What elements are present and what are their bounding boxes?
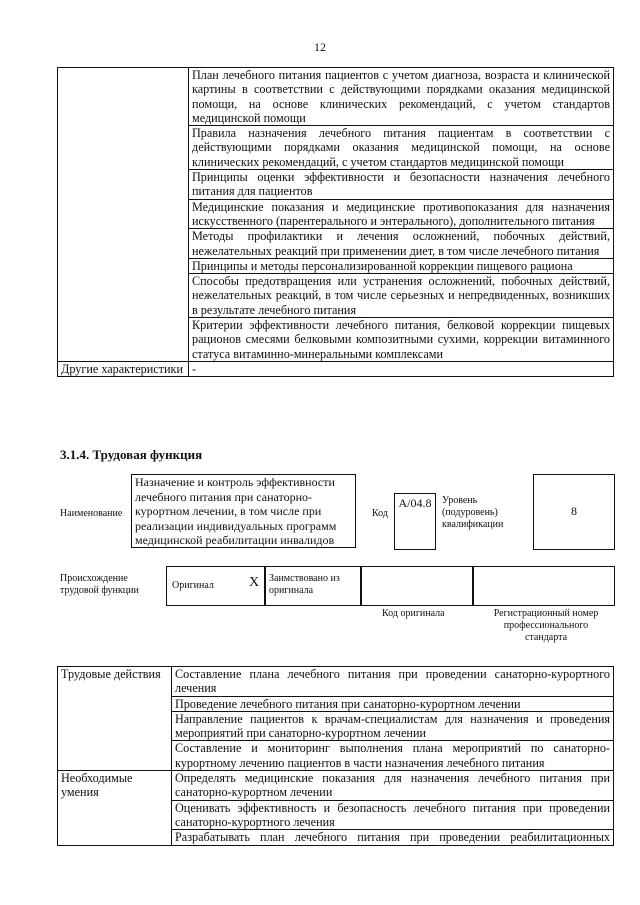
table-cell: Способы предотвращения или устранения осложнений, побочных действий, нежелательных реакций, в том числе серьезных и непредвиденных, возникших в результате лечебного питания	[189, 274, 614, 318]
table-row	[58, 68, 614, 126]
empty-cell	[58, 68, 189, 362]
table-cell: Разрабатывать план лечебного питания при проведении реабилитационных	[172, 830, 614, 845]
borrowed-cell	[264, 566, 362, 606]
knowledge-table	[57, 67, 614, 377]
origin-label: Происхождение трудовой функции	[60, 573, 139, 596]
function-name-box: Назначение и контроль эффективности лечебного питания при санаторно-курортном лечении, в том числе при реализации индивидуальных программ медицинской реабилитации инвалидов	[131, 474, 356, 548]
table-cell: Определять медицинские показания для назначения лечебного питания при санаторно-курортном лечении	[172, 771, 614, 801]
table-row	[58, 361, 614, 376]
function-code-box: A/04.8	[394, 493, 436, 550]
original-mark: X	[249, 575, 260, 590]
labor-function-table	[57, 666, 614, 846]
borrowed-text: Заимствовано из оригинала	[269, 573, 340, 596]
table-row	[58, 667, 614, 697]
actions-label: Трудовые действия	[58, 667, 172, 771]
table-cell: Принципы оценки эффективности и безопасности назначения лечебного питания для пациентов	[189, 170, 614, 200]
table-cell: Оценивать эффективность и безопасность лечебного питания при проведении санаторно-курортного лечения	[172, 800, 614, 830]
skills-label: Необходимые умения	[58, 771, 172, 845]
table-cell: План лечебного питания пациентов с учетом диагноза, возраста и клинической картины в соответствии с действующими порядками оказания медицинской помощи, на основе клинических рекомендаций, с учетом стандартов медицинской помощи	[189, 68, 614, 126]
original-text: Оригинал	[172, 580, 214, 591]
code-label: Код	[372, 508, 388, 519]
page-number: 12	[314, 40, 326, 54]
table-cell: Критерии эффективности лечебного питания, белковой коррекции пищевых рационов смесями белковыми композитными сухими, коррекции витаминного статуса витаминно-минеральными комплексами	[189, 318, 614, 362]
code-original-caption: Код оригинала	[382, 608, 445, 619]
table-cell: Составление плана лечебного питания при проведении санаторно-курортного лечения	[172, 667, 614, 697]
other-characteristics-value: -	[189, 361, 614, 376]
table-cell: Правила назначения лечебного питания пациентам в соответствии с действующими порядками оказания медицинской помощи, на основе клинических рекомендаций, с учетом стандартов медицинской помощи	[189, 126, 614, 170]
level-label: Уровень (подуровень) квалификации	[442, 495, 504, 530]
table-cell: Принципы и методы персонализированной коррекции пищевого рациона	[189, 258, 614, 273]
reg-number-cell	[472, 566, 615, 606]
code-original-cell	[360, 566, 474, 606]
table-cell: Медицинские показания и медицинские противопоказания для назначения искусственного (парентерального и энтерального), дополнительного питания	[189, 199, 614, 229]
function-level-box: 8	[533, 474, 615, 550]
table-cell: Методы профилактики и лечения осложнений, побочных действий, нежелательных реакций при применении диет, в том числе лечебного питания	[189, 229, 614, 259]
section-title: 3.1.4. Трудовая функция	[60, 447, 203, 462]
reg-number-caption: Регистрационный номер профессионального стандарта	[493, 608, 599, 643]
table-row	[58, 771, 614, 801]
name-label: Наименование	[60, 508, 123, 519]
other-characteristics-label: Другие характеристики	[58, 361, 189, 376]
table-cell: Направление пациентов к врачам-специалистам для назначения и проведения мероприятий при санаторно-курортном лечении	[172, 711, 614, 741]
table-cell: Проведение лечебного питания при санаторно-курортном лечении	[172, 696, 614, 711]
original-cell	[166, 566, 266, 606]
table-cell: Составление и мониторинг выполнения плана мероприятий по санаторно-курортному лечению пациентов в части назначения лечебного питания	[172, 741, 614, 771]
